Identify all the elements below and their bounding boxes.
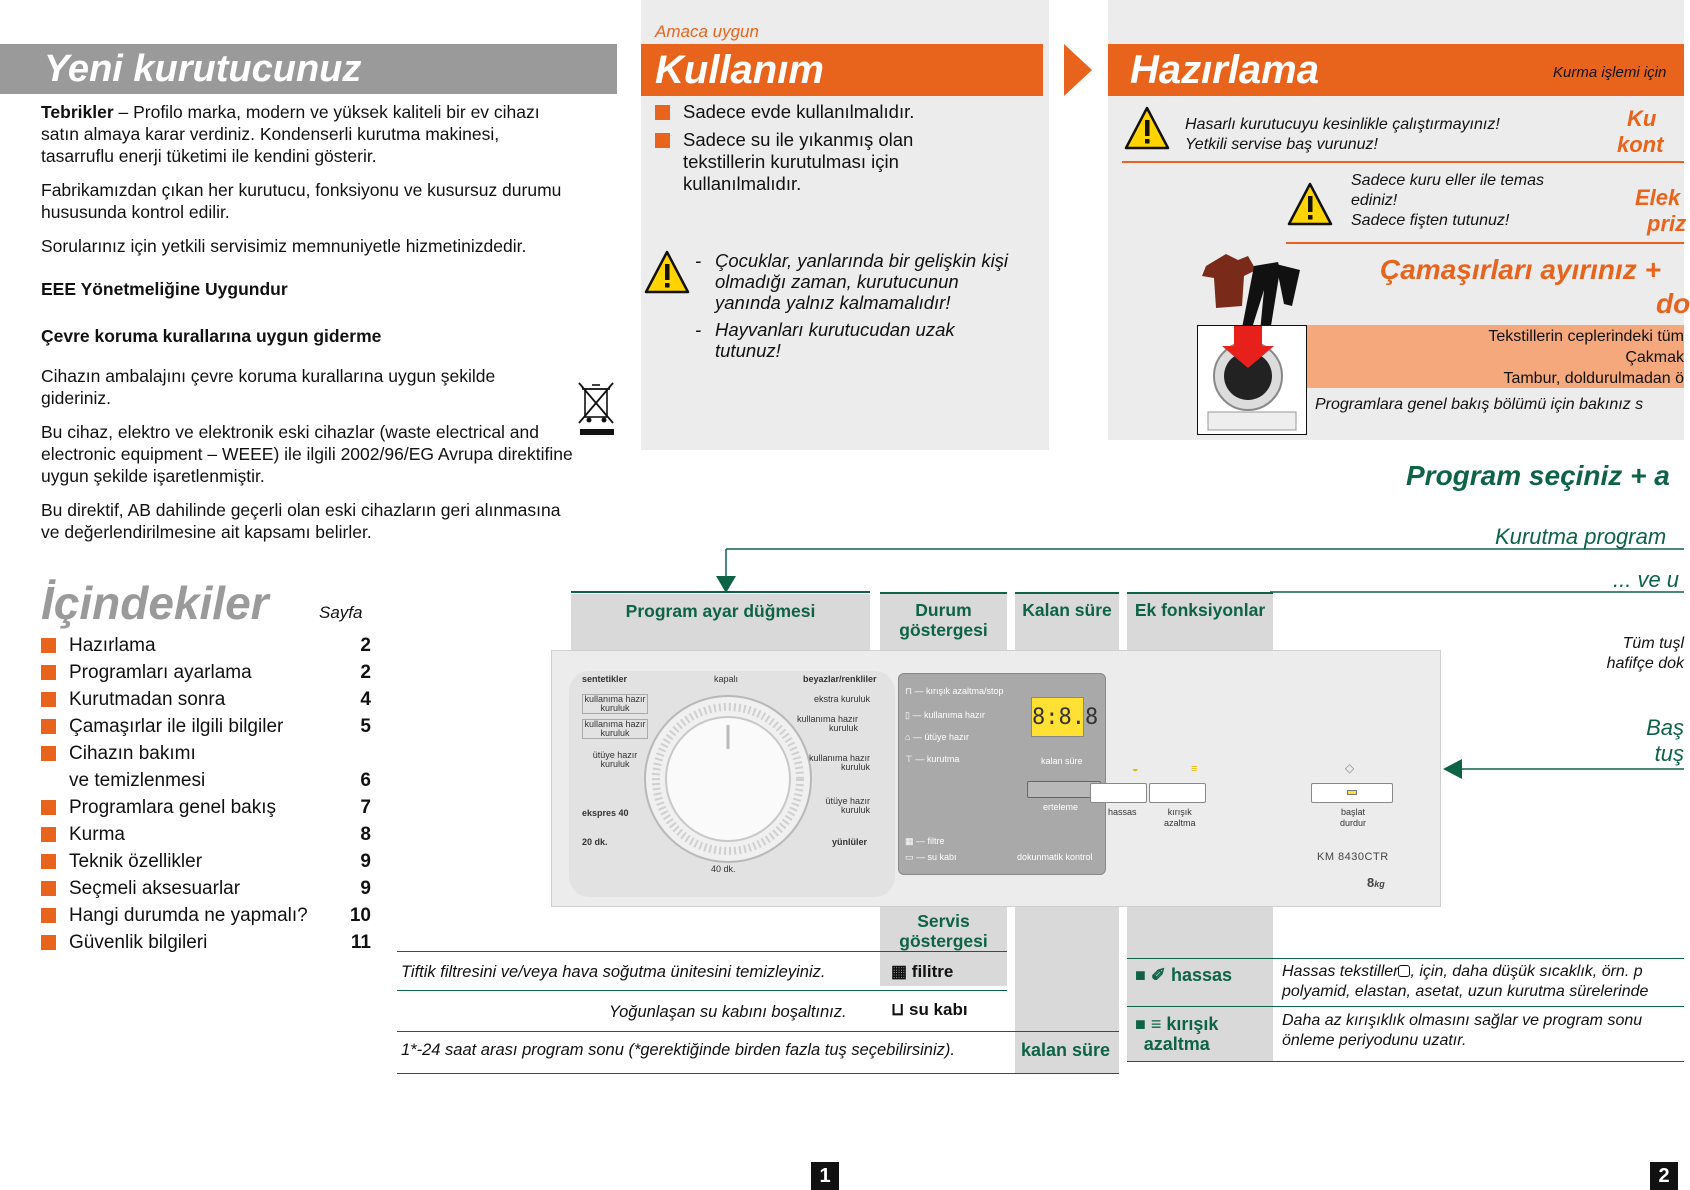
divider (397, 1031, 1119, 1032)
intro-bold: Tebrikler (41, 102, 114, 122)
kullanim-subtitle: Amaca uygun (655, 22, 759, 41)
kirisik-button[interactable] (1149, 783, 1206, 803)
kalan-sure-row-label: kalan süre (1021, 1040, 1111, 1060)
packaging-paragraph: Cihazın ambalajını çevre koruma kurallarına uygun şekilde gideriniz. (41, 366, 496, 408)
durum-header: Durum göstergesi (899, 600, 988, 640)
option-utuye-hazir[interactable]: ütüye hazır kuruluk (825, 796, 870, 815)
toc-item[interactable]: Cihazın bakımı ve temizlenmesi 6 (41, 740, 371, 794)
kurutma-program-label: Kurutma program (1495, 524, 1667, 549)
toc-item[interactable]: Teknik özellikler 9 (41, 848, 371, 875)
filtre-label: ▦ filitre (891, 962, 954, 981)
warning-item: - Çocuklar, yanlarında bir gelişkin kişi olmadığı zaman, kurutucunun yanında yalnız kalmamalıdır! (695, 250, 1009, 313)
intro-text: – Profilo marka, modern ve yüksek kaliteli bir ev cihazı satın almaya karar verdiniz. Kondenserli kurutma makinesi, tasarruflu enerji tüketimi ile kendini gösterir. (41, 102, 540, 166)
hassas-button[interactable] (1090, 783, 1147, 803)
kullanim-item: Sadece su ile yıkanmış olan tekstillerin kurutulması için kullanılmalıdır. (655, 129, 955, 195)
hassas-description: Hassas tekstiller , için, daha düşük sıcaklık, örn. p polyamid, elastan, asetat, uzun kurutma sürelerinde (1282, 963, 1649, 1000)
divider (1127, 958, 1684, 959)
cevre-heading: Çevre koruma kurallarına uygun giderme (41, 326, 382, 346)
option-ekspres[interactable]: ekspres 40 (582, 808, 629, 818)
toc-item[interactable]: Kurutmadan sonra 4 (41, 686, 371, 713)
divider (1015, 592, 1119, 594)
start-icon: ◇ (1345, 761, 1355, 775)
page-number-1: 1 (811, 1162, 839, 1190)
quality-paragraph: Fabrikamızdan çıkan her kurutucu, fonksiyonu ve kusursuz durumu hususunda kontrol edilir. (41, 180, 562, 222)
service-paragraph: Sorularınız için yetkili servisimiz memnuniyetle hizmetinizdedir. (41, 236, 527, 256)
toc-item[interactable]: Güvenlik bilgileri 11 (41, 929, 371, 956)
toc-item[interactable]: Çamaşırlar ile ilgili bilgiler 5 (41, 713, 371, 740)
label-beyazlar: beyazlar/renkliler (803, 674, 877, 684)
status-kurutma: ⊤ — kurutma (905, 754, 960, 764)
directive-paragraph: Bu direktif, AB dahilinde geçerli olan eski cihazların geri alınmasına ve değerlendirilmesine ait kapsamı belirler. (41, 500, 561, 542)
capacity-label: 8kg (1367, 875, 1385, 890)
status-utuye: ⌂ — ütüye hazır (905, 732, 969, 742)
option-kullanima-hazir[interactable]: kullanıma hazır kuruluk (808, 753, 870, 772)
option-kullanima-hazir[interactable]: kullanıma hazır kuruluk (582, 719, 648, 739)
kalan-sure-instruction: 1*-24 saat arası program sonu (*gerektiğinde birden fazla tuş seçebilirsiniz). (401, 1041, 955, 1059)
divider (1127, 592, 1273, 594)
kirisik-row-label: ■ ≡ kırışık azaltma (1135, 1014, 1219, 1054)
option-yunluler[interactable]: yünlüler (832, 837, 868, 847)
toc-item[interactable]: Seçmeli aksesuarlar 9 (41, 875, 371, 902)
kalan-sure-label: kalan süre (1041, 756, 1083, 766)
kurma-kontrol-heading: Ku kont (1617, 106, 1664, 157)
toc-item[interactable]: Hazırlama 2 (41, 632, 371, 659)
tekstil-line: Çakmak (1625, 349, 1684, 366)
kullanim-title: Kullanım (655, 48, 824, 92)
program-header: Program ayar düğmesi (625, 601, 816, 621)
model-label: KM 8430CTR (1317, 851, 1389, 863)
su-kabi-instruction: Yoğunlaşan su kabını boşaltınız. (609, 1003, 847, 1021)
hassas-row-label: ■ ✐ hassas (1135, 965, 1233, 985)
program-dial[interactable] (642, 693, 814, 865)
status-kullanima: ▯ — kullanıma hazır (905, 710, 985, 720)
toc-item[interactable]: Programlara genel bakış 7 (41, 794, 371, 821)
kirisik-icon: ≡ (1191, 763, 1198, 775)
divider (1127, 1006, 1684, 1007)
warning-item: - Hayvanları kurutucudan uzak tutunuz! (695, 319, 955, 361)
option-kullanima-hazir[interactable]: kullanıma hazır kuruluk (796, 714, 858, 733)
ve-label: ... ve u (1613, 567, 1680, 592)
label-kapali: kapalı (714, 674, 739, 684)
warning-text-electric: Sadece kuru eller ile temas ediniz! Sadece fişten tutunuz! (1351, 172, 1544, 229)
kurma-note: Kurma işlemi için (1553, 64, 1667, 81)
divider (1127, 1061, 1684, 1062)
kirisik-label: kırışık azaltma (1164, 807, 1196, 828)
option-kullanima-hazir[interactable]: kullanıma hazır kuruluk (582, 694, 648, 714)
status-display (898, 673, 1106, 875)
su-kabi-label: ⊔ su kabı (891, 1000, 968, 1019)
option-ekstra-kuruluk[interactable]: ekstra kuruluk (813, 694, 870, 704)
divider (397, 1073, 1119, 1074)
hassas-textile-icon (1398, 965, 1410, 977)
ek-header: Ek fonksiyonlar (1134, 600, 1266, 620)
option-20dk[interactable]: 20 dk. (582, 837, 608, 847)
tum-tuslar-note: Tüm tuşl hafifçe dok (1606, 635, 1684, 672)
page-title: Yeni kurutucunuz (44, 48, 362, 90)
option-40dk[interactable]: 40 dk. (711, 864, 736, 874)
kalan-header: Kalan süre (1022, 600, 1112, 620)
kirisik-description: Daha az kırışıklık olmasını sağlar ve program sonu önleme periyodunu uzatır. (1282, 1012, 1643, 1049)
toc-item[interactable]: Programları ayarlama 2 (41, 659, 371, 686)
time-display: 8:8.8 (1031, 697, 1084, 737)
elektrik-priz-heading: Elek priz (1635, 185, 1687, 236)
tekstil-line: Tambur, doldurulmadan ö (1503, 370, 1684, 387)
tekstil-line: Tekstillerin ceplerindeki tüm (1488, 328, 1684, 345)
kullanim-item: Sadece evde kullanılmalıdır. (655, 101, 955, 123)
toc-item[interactable]: Kurma 8 (41, 821, 371, 848)
erteleme-label: erteleme (1043, 802, 1079, 812)
toc-title: İçindekiler (41, 577, 269, 629)
baslat-label: başlat durdur (1340, 807, 1367, 828)
divider (397, 990, 1007, 991)
warning-text-damaged: Hasarlı kurutucuyu kesinlikle çalıştırmayınız! Yetkili servise baş vurunuz! (1185, 116, 1500, 153)
camasir-heading-cont: do (1656, 288, 1690, 319)
hassas-label: hassas (1108, 807, 1137, 817)
programlara-note: Programlara genel bakış bölümü için bakınız s (1315, 396, 1644, 413)
hazirlama-title: Hazırlama (1130, 48, 1319, 92)
toc-item[interactable]: Hangi durumda ne yapmalı? 10 (41, 902, 371, 929)
program-sec-heading: Program seçiniz + a (1406, 460, 1670, 491)
label-sentetikler: sentetikler (582, 674, 628, 684)
status-filtre: ▦ — filtre (905, 836, 945, 846)
status-kirisik: ⊓ — kırışık azaltma/stop (905, 686, 1004, 696)
divider (397, 951, 1007, 952)
option-utuye-hazir[interactable]: ütüye hazır kuruluk (592, 750, 638, 769)
filtre-instruction: Tiftik filtresini ve/veya hava soğutma ünitesini temizleyiniz. (401, 963, 826, 981)
servis-header: Servis göstergesi (899, 911, 988, 951)
status-su-kabi: ▭ — su kabı (905, 852, 957, 862)
baslat-note: Baş tuş (1646, 715, 1684, 766)
camasir-heading: Çamaşırları ayırınız + (1380, 254, 1661, 285)
divider (880, 592, 1007, 594)
dokunmatik-label: dokunmatik kontrol (1017, 852, 1093, 862)
weee-paragraph: Bu cihaz, elektro ve elektronik eski cihazlar (waste electrical and electronic equipment – WEEE) ile ilgili 2002/96/EG Avrupa direktifine uygun şekilde işaretlenmiştir. (41, 422, 573, 486)
toc-sayfa-label: Sayfa (319, 603, 363, 622)
baslat-button[interactable] (1311, 783, 1393, 803)
control-panel (551, 650, 1441, 907)
page-number-2: 2 (1650, 1162, 1678, 1190)
hassas-icon: ◒ (1132, 763, 1139, 775)
eee-heading: EEE Yönetmeliğine Uygundur (41, 279, 288, 299)
